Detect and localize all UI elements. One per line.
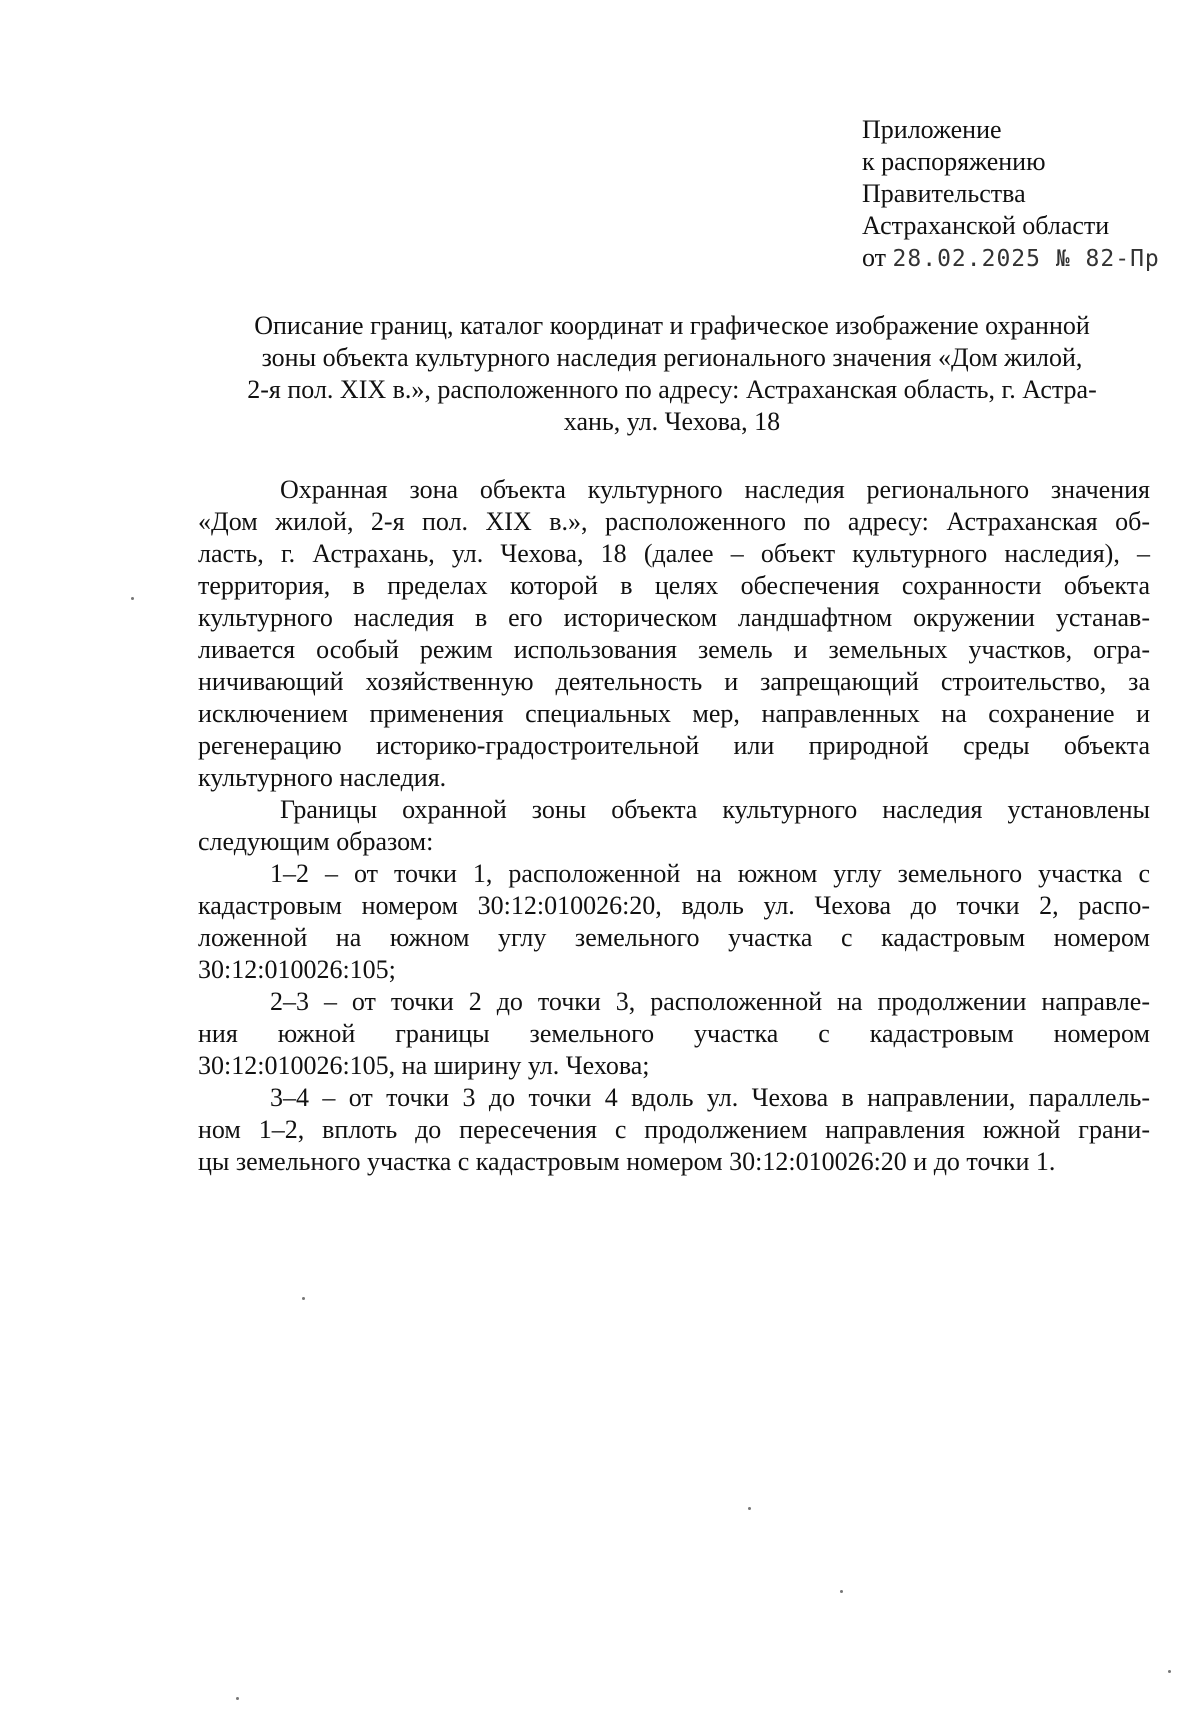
segment-1-2-line: ложенной на южном углу земельного участка с кадастровым номером (198, 923, 1150, 952)
segment-2-3-line: ния южной границы земельного участка с кадастровым номером (198, 1019, 1150, 1048)
segment-2-3-line: 2–3 – от точки 2 до точки 3, расположенной на продолжении направле- (270, 987, 1150, 1016)
paragraph-1-line: исключением применения специальных мер, направленных на сохранение и (198, 699, 1150, 728)
scan-speck (748, 1507, 751, 1510)
title-line: хань, ул. Чехова, 18 (563, 407, 781, 436)
appendix-line: Приложение (862, 115, 1002, 144)
paragraph-2-line: Границы охранной зоны объекта культурного наследия установлены (280, 795, 1150, 824)
segment-2-3-line: 30:12:010026:105, на ширину ул. Чехова; (198, 1051, 650, 1080)
title-line: зоны объекта культурного наследия регионального значения «Дом жилой, (261, 343, 1083, 372)
date-number-stamp: 28.02.2025 № 82-Пр (892, 246, 1160, 272)
appendix-line: Астраханской области (862, 211, 1110, 240)
paragraph-1-line: культурного наследия в его историческом ландшафтном окружении устанав- (198, 603, 1150, 632)
paragraph-1-line: «Дом жилой, 2-я пол. XIX в.», расположенного по адресу: Астраханская об- (198, 507, 1150, 536)
scan-speck (840, 1590, 843, 1593)
segment-3-4-line: 3–4 – от точки 3 до точки 4 вдоль ул. Чехова в направлении, параллель- (270, 1083, 1150, 1112)
paragraph-1-line: Охранная зона объекта культурного наследия регионального значения (280, 475, 1150, 504)
appendix-date-line (862, 242, 1160, 275)
title-line: Описание границ, каталог координат и графическое изображение охранной (254, 311, 1090, 340)
paragraph-1-line: культурного наследия. (198, 763, 447, 792)
paragraph-1-line: ничивающий хозяйственную деятельность и запрещающий строительство, за (198, 667, 1150, 696)
segment-1-2-line: кадастровым номером 30:12:010026:20, вдоль ул. Чехова до точки 2, распо- (198, 891, 1150, 920)
appendix-header (862, 114, 1160, 275)
paragraph-1-line: территория, в пределах которой в целях обеспечения сохранности объекта (198, 571, 1150, 600)
segment-1-2-line: 30:12:010026:105; (198, 955, 396, 984)
title-line: 2-я пол. XIX в.», расположенного по адресу: Астраханская область, г. Астра- (247, 375, 1097, 404)
date-prefix: от (862, 243, 887, 272)
document-title (200, 310, 1144, 438)
scan-speck (131, 597, 134, 600)
appendix-line: Правительства (862, 179, 1026, 208)
appendix-line: к распоряжению (862, 147, 1046, 176)
segment-3-4-line: цы земельного участка с кадастровым номером 30:12:010026:20 и до точки 1. (198, 1147, 1056, 1176)
segment-3-4-line: ном 1–2, вплоть до пересечения с продолжением направления южной грани- (198, 1115, 1150, 1144)
paragraph-1-line: ливается особый режим использования земель и земельных участков, огра- (198, 635, 1150, 664)
paragraph-2-line: следующим образом: (198, 827, 434, 856)
paragraph-1-line: ласть, г. Астрахань, ул. Чехова, 18 (далее – объект культурного наследия), – (198, 539, 1150, 568)
scan-speck (236, 1697, 239, 1700)
segment-1-2-line: 1–2 – от точки 1, расположенной на южном углу земельного участка с (270, 859, 1150, 888)
scan-speck (302, 1297, 305, 1300)
paragraph-1-line: регенерацию историко-градостроительной или природной среды объекта (198, 731, 1150, 760)
document-body (198, 474, 1150, 1178)
scan-speck (1168, 1670, 1171, 1673)
